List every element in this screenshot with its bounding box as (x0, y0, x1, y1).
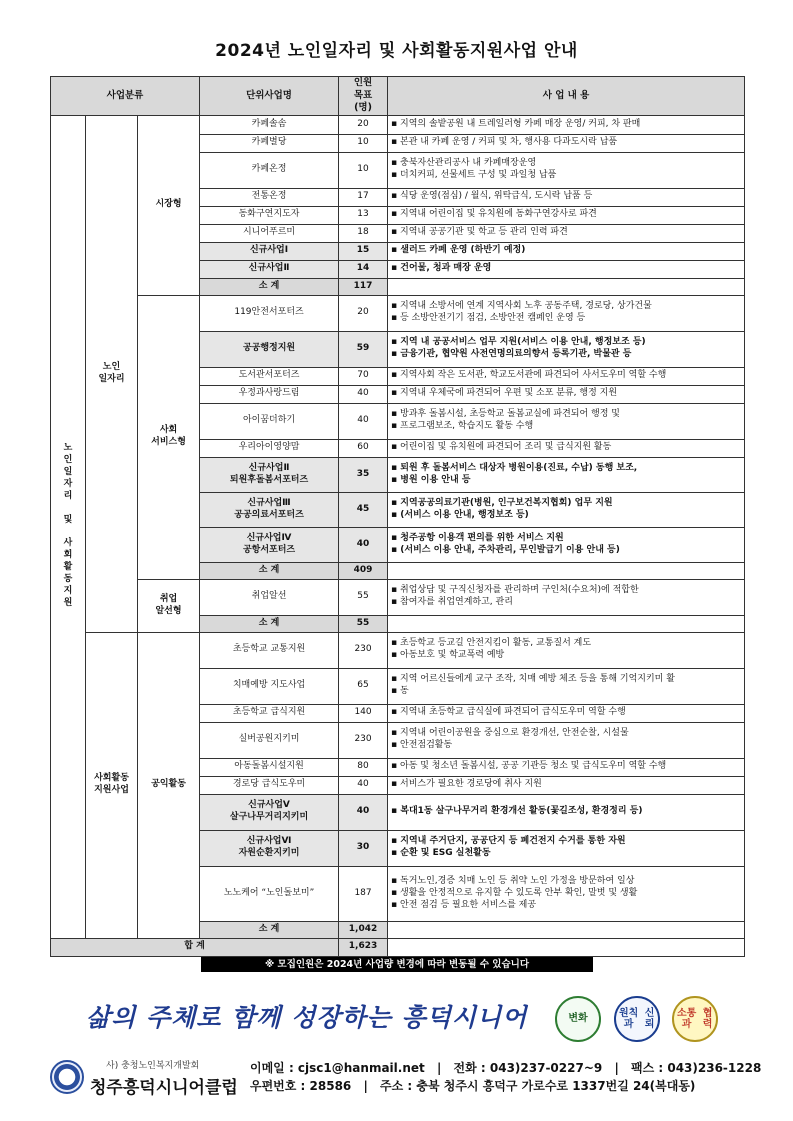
content-line: ▪ 더치커피, 선물세트 구성 및 과일청 납품 (391, 170, 741, 182)
program-name: 실버공원지키미 (200, 722, 339, 758)
program-name: 초등학교 급식지원 (200, 704, 339, 722)
program-name: 동화구연지도자 (200, 206, 339, 224)
program-target: 20 (339, 115, 388, 134)
content-line: ▪ 어린이집 및 유치원에 파견되어 조리 및 급식지원 활동 (391, 442, 741, 454)
contact-zip: 우편번호 : 28586 (250, 1079, 352, 1093)
type-placement: 취업 알선형 (138, 579, 200, 632)
content-line: ▪ 아동 및 청소년 돌봄시설, 공공 기관등 청소 및 급식도우미 역할 수행 (391, 761, 741, 773)
program-content (388, 758, 745, 776)
content-line: ▪ 독거노인,경증 치매 노인 등 취약 노인 가정을 방문하여 일상 (391, 876, 741, 888)
subtotal-value: 55 (339, 615, 388, 632)
header-target: 인원 목표 (명) (339, 77, 388, 116)
program-name: 신규사업Ⅰ (200, 242, 339, 260)
program-name: 전통온정 (200, 188, 339, 206)
type-service: 사회 서비스형 (138, 295, 200, 579)
program-name: 카페솔솜 (200, 115, 339, 134)
program-target: 30 (339, 830, 388, 866)
program-target: 40 (339, 527, 388, 562)
program-name: 아동돌봄시설지원 (200, 758, 339, 776)
content-line: ▪ 지역공공의료기관(병원, 인구보건복지협회) 업무 지원 (391, 498, 741, 510)
program-target: 40 (339, 776, 388, 794)
content-line: ▪ 지역의 솔밭공원 내 트레일러형 카페 매장 운영/ 커피, 차 판매 (391, 119, 741, 131)
category-main-vertical: 노 인 일 자 리 및 사 회 활 동 지 원 (51, 115, 86, 938)
program-name: 우정과사랑드림 (200, 385, 339, 403)
recruit-note: ※ 모집인원은 2024년 사업량 변경에 따라 변동될 수 있습니다 (201, 957, 593, 972)
program-name: 카페온정 (200, 152, 339, 188)
header-category: 사업분류 (51, 77, 200, 116)
program-content (388, 295, 745, 331)
program-content (388, 704, 745, 722)
content-line: ▪ 건어물, 청과 매장 운영 (391, 263, 741, 275)
contact-line-1 (250, 1059, 761, 1076)
program-content (388, 457, 745, 492)
program-name: 신규사업Ⅱ 퇴원후돌봄서포터즈 (200, 457, 339, 492)
subtotal-label: 소 계 (200, 278, 339, 295)
contact-line-2 (250, 1077, 695, 1094)
content-line: ▪ 지역내 주거단지, 공공단지 등 폐건전지 수거를 통한 자원 (391, 836, 741, 848)
content-line: ▪ 동 (391, 686, 741, 698)
table-row (51, 295, 745, 331)
value-badge-change: 변화 (555, 996, 601, 1042)
org-name: 청주흥덕시니어클럽 (90, 1078, 238, 1098)
program-target: 10 (339, 152, 388, 188)
program-content (388, 260, 745, 278)
program-content (388, 367, 745, 385)
program-name: 공공행정지원 (200, 331, 339, 367)
program-content (388, 830, 745, 866)
content-line: ▪ 안전 점검 등 필요한 서비스를 제공 (391, 900, 741, 912)
program-content (388, 403, 745, 439)
program-content (388, 224, 745, 242)
grand-total-row (51, 938, 745, 956)
program-content (388, 579, 745, 615)
content-line: ▪ 안전점검활동 (391, 740, 741, 752)
program-name: 노노케어 “노인돌보미” (200, 866, 339, 921)
page-title: 2024년 노인일자리 및 사회활동지원사업 안내 (215, 41, 578, 61)
subtotal-blank (388, 615, 745, 632)
program-target: 80 (339, 758, 388, 776)
program-content (388, 385, 745, 403)
program-content (388, 776, 745, 794)
content-line: ▪ 청주공항 이용객 편의를 위한 서비스 지원 (391, 533, 741, 545)
table-row (51, 632, 745, 668)
program-target: 70 (339, 367, 388, 385)
table-row (51, 115, 745, 134)
subtotal-blank (388, 278, 745, 295)
subtotal-blank (388, 921, 745, 938)
org-parent-name: 사) 충청노인복지개발회 (106, 1061, 200, 1071)
program-content (388, 794, 745, 830)
program-name: 신규사업Ⅵ 자원순환지키미 (200, 830, 339, 866)
program-target: 230 (339, 722, 388, 758)
content-line: ▪ 순환 및 ESG 실천활동 (391, 848, 741, 860)
program-target: 55 (339, 579, 388, 615)
separator: | (436, 1061, 442, 1075)
program-target: 20 (339, 295, 388, 331)
content-line: ▪ 지역 내 공공서비스 업무 지원(서비스 이용 안내, 행정보조 등) (391, 337, 741, 349)
program-target: 140 (339, 704, 388, 722)
program-content (388, 242, 745, 260)
program-content (388, 206, 745, 224)
value-badge-trust: 원칙과 신뢰 (614, 996, 660, 1042)
content-line: ▪ 지역내 어린이집 및 유치원에 동화구연강사로 파견 (391, 209, 741, 221)
program-content (388, 115, 745, 134)
program-name: 취업알선 (200, 579, 339, 615)
subtotal-value: 1,042 (339, 921, 388, 938)
program-name: 치매예방 지도사업 (200, 668, 339, 704)
content-line: ▪ 아동보호 및 학교폭력 예방 (391, 650, 741, 662)
content-line: ▪ 서비스가 필요한 경로당에 취사 지원 (391, 779, 741, 791)
content-line: ▪ (서비스 이용 안내, 행정보조 등) (391, 510, 741, 522)
header-unit: 단위사업명 (200, 77, 339, 116)
program-content (388, 134, 745, 152)
group-jobs: 노인 일자리 (86, 115, 138, 632)
contact-phone: 전화 : 043)237-0227~9 (453, 1061, 603, 1075)
program-target: 230 (339, 632, 388, 668)
content-line: ▪ 등 소방안전기기 점검, 소방안전 캠페인 운영 등 (391, 313, 741, 325)
content-line: ▪ 참여자를 취업연계하고, 관리 (391, 597, 741, 609)
program-name: 아이꿈더하기 (200, 403, 339, 439)
table-row (51, 579, 745, 615)
program-name: 우리아이영양맘 (200, 439, 339, 457)
program-target: 40 (339, 385, 388, 403)
program-table (50, 76, 745, 957)
content-line: ▪ 충북자산관리공사 내 카페매장운영 (391, 158, 741, 170)
program-content (388, 632, 745, 668)
header-content: 사 업 내 용 (388, 77, 745, 116)
grand-total-value: 1,623 (339, 938, 388, 956)
program-target: 45 (339, 492, 388, 527)
content-line: ▪ 본관 내 카페 운영 / 커피 및 차, 행사용 다과도시락 납품 (391, 137, 741, 149)
program-target: 40 (339, 403, 388, 439)
content-line: ▪ 방과후 돌봄시설, 초등학교 돌봄교실에 파견되어 행정 및 (391, 409, 741, 421)
program-target: 18 (339, 224, 388, 242)
program-target: 60 (339, 439, 388, 457)
subtotal-value: 409 (339, 562, 388, 579)
subtotal-label: 소 계 (200, 921, 339, 938)
type-public: 공익활동 (138, 632, 200, 938)
content-line: ▪ 지역사회 작은 도서관, 학교도서관에 파견되어 사서도우미 역할 수행 (391, 370, 741, 382)
program-target: 15 (339, 242, 388, 260)
program-name: 신규사업Ⅴ 살구나무거리지키미 (200, 794, 339, 830)
program-name: 신규사업Ⅱ (200, 260, 339, 278)
program-name: 신규사업Ⅳ 공항서포터즈 (200, 527, 339, 562)
content-line: ▪ 지역내 초등학교 급식실에 파견되어 급식도우미 역할 수행 (391, 707, 741, 719)
program-target: 59 (339, 331, 388, 367)
program-content (388, 439, 745, 457)
program-target: 65 (339, 668, 388, 704)
program-content (388, 152, 745, 188)
program-name: 초등학교 교통지원 (200, 632, 339, 668)
subtotal-blank (388, 562, 745, 579)
content-line: ▪ 취업상담 및 구직신청자를 관리하며 구인처(수요처)에 적합한 (391, 585, 741, 597)
program-target: 14 (339, 260, 388, 278)
program-target: 17 (339, 188, 388, 206)
separator: | (614, 1061, 619, 1075)
program-name: 시니어푸르미 (200, 224, 339, 242)
program-name: 도서관서포터즈 (200, 367, 339, 385)
content-line: ▪ 금융기관, 협약원 사전연명의료의향서 등록기관, 박물관 등 (391, 349, 741, 361)
program-content (388, 722, 745, 758)
content-line: ▪ 퇴원 후 돌봄서비스 대상자 병원이용(진료, 수납) 동행 보조, (391, 463, 741, 475)
content-line: ▪ 식당 운영(점심) / 월식, 위탁급식, 도시락 납품 등 (391, 191, 741, 203)
contact-address: 주소 : 충북 청주시 흥덕구 가로수로 1337번길 24(복대동) (380, 1079, 696, 1093)
program-target: 187 (339, 866, 388, 921)
content-line: ▪ 복대1동 살구나무거리 환경개선 활동(꽃길조성, 환경정리 등) (391, 806, 741, 818)
content-line: ▪ 병원 이용 안내 등 (391, 475, 741, 487)
contact-email[interactable]: 이메일 : cjsc1@hanmail.net (250, 1061, 425, 1075)
content-line: ▪ 지역내 공공기관 및 학교 등 관리 인력 파견 (391, 227, 741, 239)
slogan: 삶의 주체로 함께 성장하는 흥덕시니어 (86, 1003, 528, 1032)
subtotal-label: 소 계 (200, 615, 339, 632)
content-line: ▪ 지역내 우체국에 파견되어 우편 및 소포 분류, 행정 지원 (391, 388, 741, 400)
program-target: 35 (339, 457, 388, 492)
program-content (388, 527, 745, 562)
content-line: ▪ 초등학교 등교길 안전지킴이 활동, 교통질서 계도 (391, 638, 741, 650)
program-content (388, 866, 745, 921)
group-social: 사회활동 지원사업 (86, 632, 138, 938)
grand-total-blank (388, 938, 745, 956)
subtotal-value: 117 (339, 278, 388, 295)
program-content (388, 331, 745, 367)
program-name: 119안전서포터즈 (200, 295, 339, 331)
subtotal-label: 소 계 (200, 562, 339, 579)
content-line: ▪ 샐러드 카페 운영 (하반기 예정) (391, 245, 741, 257)
program-content (388, 492, 745, 527)
content-line: ▪ 지역내 어린이공원을 중심으로 환경개선, 안전순찰, 시설물 (391, 728, 741, 740)
content-line: ▪ (서비스 이용 안내, 주차관리, 무인발급기 이용 안내 등) (391, 545, 741, 557)
program-name: 신규사업Ⅲ 공공의료서포터즈 (200, 492, 339, 527)
type-market: 시장형 (138, 115, 200, 295)
grand-total-label: 합 계 (51, 938, 339, 956)
program-target: 13 (339, 206, 388, 224)
program-target: 40 (339, 794, 388, 830)
program-name: 카페별당 (200, 134, 339, 152)
value-badge-communication: 소통과 협력 (672, 996, 718, 1042)
org-logo-icon (50, 1060, 84, 1094)
contact-fax: 팩스 : 043)236-1228 (631, 1061, 762, 1075)
separator: | (363, 1079, 368, 1093)
program-name: 경로당 급식도우미 (200, 776, 339, 794)
content-line: ▪ 생활을 안정적으로 유지할 수 있도록 안부 확인, 말벗 및 생활 (391, 888, 741, 900)
content-line: ▪ 프로그램보조, 학습지도 활동 수행 (391, 421, 741, 433)
content-line: ▪ 지역내 소방서에 연계 지역사회 노후 공동주택, 경로당, 상가건물 (391, 301, 741, 313)
program-target: 10 (339, 134, 388, 152)
program-content (388, 668, 745, 704)
program-content (388, 188, 745, 206)
content-line: ▪ 지역 어르신들에게 교구 조작, 치매 예방 체조 등을 통해 기억지키미 활 (391, 674, 741, 686)
